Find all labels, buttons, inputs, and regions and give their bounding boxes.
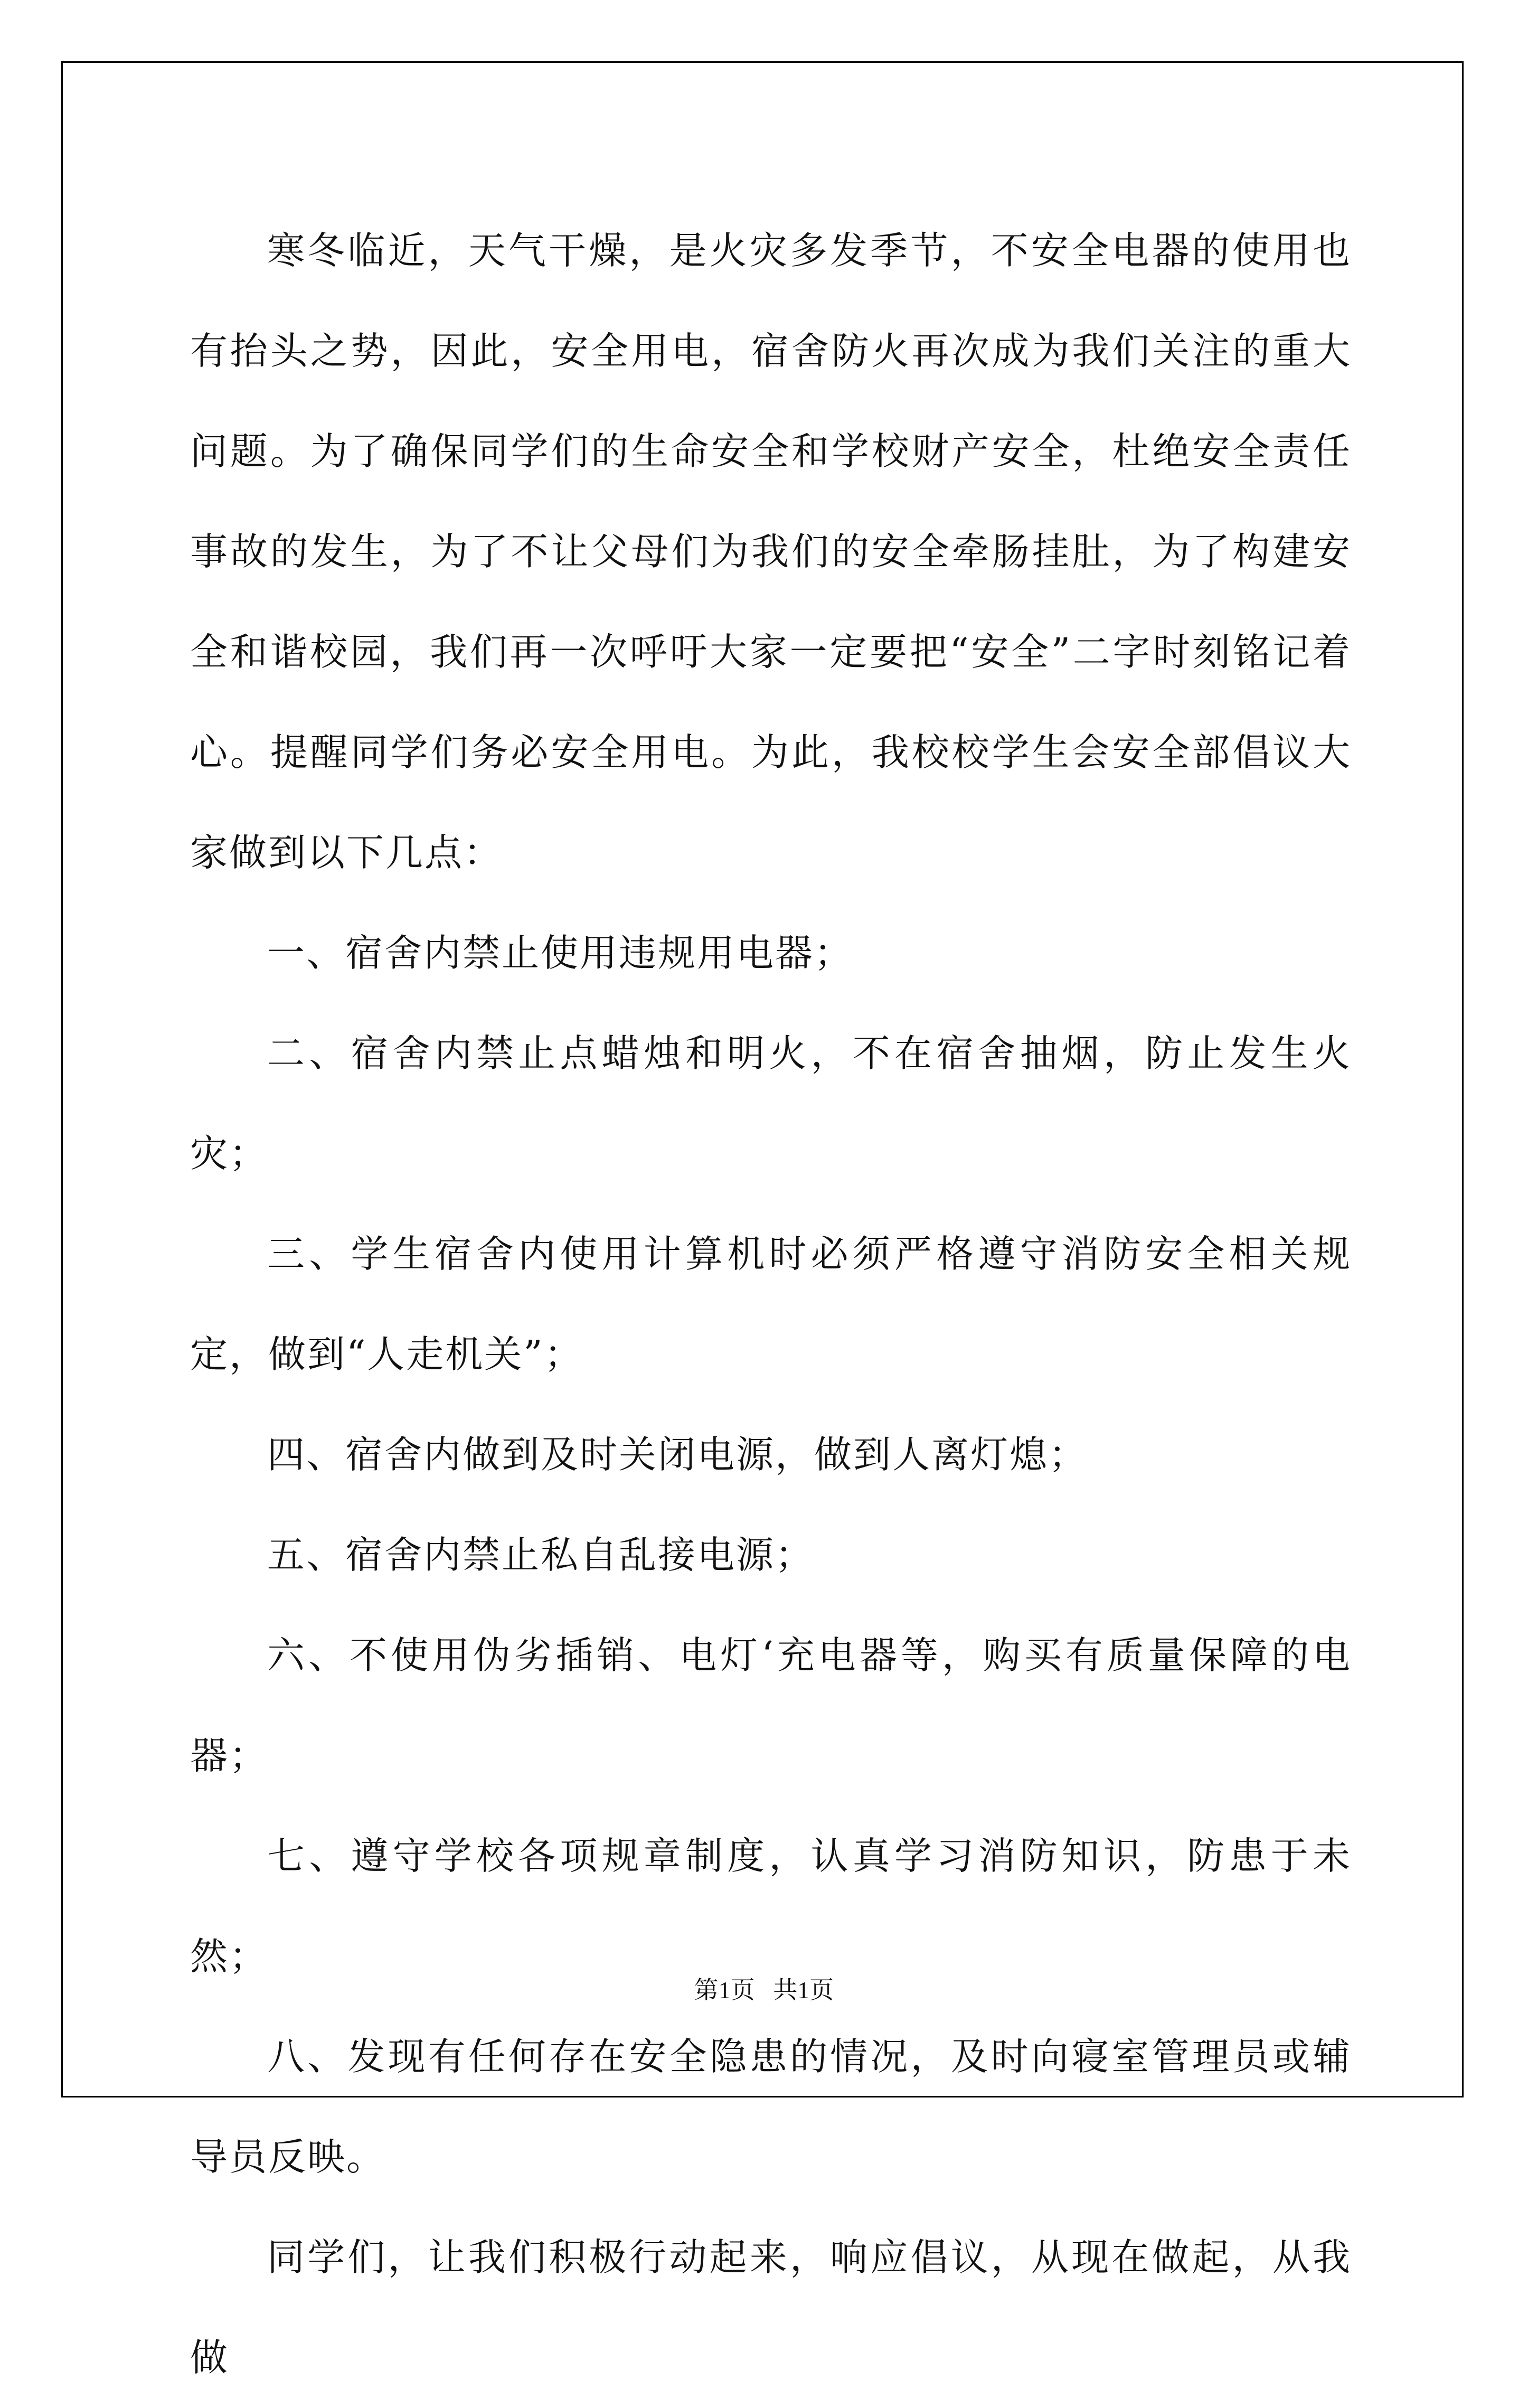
- document-body: [190, 201, 1352, 2408]
- paragraph-item-5: 五、宿舍内禁止私自乱接电源；: [267, 1533, 815, 1577]
- paragraph-closing: 同学们，让我们积极行动起来，响应倡议，从现在做起，从我做: [190, 2235, 1352, 2379]
- paragraph-item-2: 二、宿舍内禁止点蜡烛和明火，不在宿舍抽烟，防止发生火灾；: [190, 1031, 1352, 1175]
- page-number: 第1页: [694, 1977, 755, 2003]
- paragraph-intro: 寒冬临近，天气干燥，是火灾多发季节，不安全电器的使用也有抬头之势，因此，安全用电，宿舍防火再次成为我们关注的重大问题。为了确保同学们的生命安全和学校财产安全，杜绝安全责任事故的发生，为了不让父母们为我们的安全牵肠挂肚，为了构建安全和谐校园，我们再一次呼吁大家一定要把“安全”二字时刻铭记着心。提醒同学们务必安全用电。为此，我校校学生会安全部倡议大家做到以下几点：: [190, 229, 1352, 874]
- paragraph-item-7: 七、遵守学校各项规章制度，认真学习消防知识，防患于未然；: [190, 1834, 1352, 1978]
- paragraph-item-4: 四、宿舍内做到及时关闭电源，做到人离灯熄；: [267, 1433, 1088, 1476]
- page-footer: [0, 1971, 1528, 2006]
- paragraph-item-8: 八、发现有任何存在安全隐患的情况，及时向寝室管理员或辅导员反映。: [190, 2035, 1352, 2179]
- page-total: 共1页: [773, 1977, 834, 2003]
- paragraph-item-1: 一、宿舍内禁止使用违规用电器；: [267, 931, 854, 975]
- paragraph-item-3: 三、学生宿舍内使用计算机时必须严格遵守消防安全相关规定，做到“人走机关”；: [190, 1232, 1352, 1376]
- paragraph-item-6: 六、不使用伪劣插销、电灯‘充电器等，购买有质量保障的电器；: [190, 1633, 1352, 1777]
